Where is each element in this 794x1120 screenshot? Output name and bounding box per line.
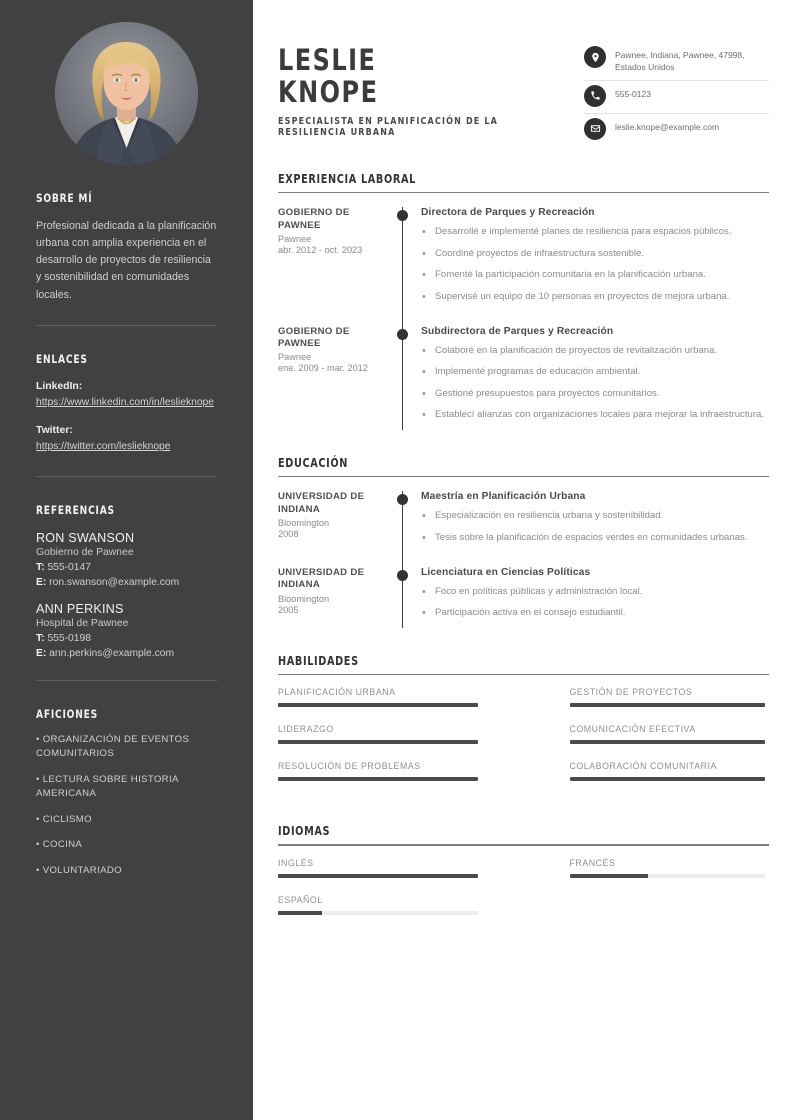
experience-section — [278, 172, 769, 430]
links-section — [36, 352, 217, 455]
timeline — [391, 326, 417, 430]
link-url-twitter[interactable]: https://twitter.com/leslieknope — [36, 441, 171, 453]
skill-item — [278, 687, 524, 707]
entry-org: GOBIERNO DE PAWNEE — [278, 207, 350, 231]
email-label: E: — [36, 647, 47, 659]
skill-fill — [570, 703, 766, 707]
language-label: ESPAÑOL — [278, 894, 323, 905]
main-content — [253, 0, 794, 1120]
timeline — [391, 491, 417, 552]
entry-bullets — [421, 509, 769, 545]
entry-meta — [278, 491, 391, 552]
timeline-line — [402, 326, 403, 430]
entry-org: UNIVERSIDAD DE INDIANA — [278, 566, 365, 591]
skill-fill — [278, 777, 478, 781]
hobby-item: • VOLUNTARIADO — [36, 865, 122, 877]
entry-place: Bloomington — [278, 593, 330, 604]
link-label: LinkedIn: — [36, 380, 83, 392]
language-fill — [278, 874, 478, 878]
reference-phone — [36, 562, 217, 573]
section-rule — [278, 844, 769, 846]
timeline-dot — [397, 494, 408, 505]
skills-section — [278, 654, 769, 799]
hobbies-heading: AFICIONES — [36, 706, 98, 721]
bullet-item: • Implementé programas de educación ambiental. — [421, 365, 769, 380]
language-item — [278, 895, 524, 915]
language-track — [570, 874, 766, 878]
entry-bullets — [421, 225, 769, 304]
skill-track — [570, 777, 766, 781]
about-text: Profesional dedicada a la planificación urbana con amplia experiencia en el desarrollo de proyectos de resiliencia y sostenibilidad en comunidades locales. — [36, 220, 217, 301]
hobbies-section — [36, 707, 217, 878]
reference-email — [36, 577, 217, 588]
email-value: ann.perkins@example.com — [49, 647, 175, 659]
email-value: ron.swanson@example.com — [49, 576, 180, 588]
timeline — [391, 567, 417, 628]
experience-entry — [278, 193, 769, 311]
bullet-item: • Establecí alianzas con organizaciones locales para mejorar la infraestructura. — [421, 408, 769, 423]
profile-photo-illustration — [55, 22, 198, 165]
phone-value: 555-0198 — [47, 632, 91, 644]
contact-block — [584, 38, 769, 146]
contact-row-email — [584, 114, 769, 146]
last-name: KNOPE — [278, 75, 379, 110]
skill-item — [524, 687, 770, 707]
location-pin-icon — [584, 46, 606, 68]
skills-grid — [278, 687, 769, 798]
entry-role: Directora de Parques y Recreación — [421, 207, 595, 219]
education-entry — [278, 553, 769, 628]
contact-row-address — [584, 42, 769, 81]
reference-name: RON SWANSON — [36, 530, 135, 545]
bullet-item: • Fomenté la participación comunitaria en la planificación urbana. — [421, 268, 769, 283]
divider — [36, 476, 217, 477]
education-heading: EDUCACIÓN — [278, 455, 349, 470]
skill-label: GESTIÓN DE PROYECTOS — [569, 687, 693, 698]
language-item — [524, 858, 770, 878]
language-item — [278, 858, 524, 878]
hobby-item: • LECTURA SOBRE HISTORIA AMERICANA — [36, 773, 179, 799]
photo-container — [36, 0, 217, 165]
entry-place: Pawnee — [278, 352, 312, 363]
divider — [36, 680, 217, 681]
skill-label: RESOLUCIÓN DE PROBLEMAS — [278, 761, 421, 772]
skill-label: LIDERAZGO — [278, 724, 334, 735]
timeline-dot — [397, 570, 408, 581]
timeline-line — [402, 207, 403, 325]
resume-header — [278, 38, 769, 146]
references-section — [36, 503, 217, 659]
bullet-item: • Supervisé un equipo de 10 personas en proyectos de mejora urbana. — [421, 290, 769, 305]
skill-item — [278, 761, 524, 781]
language-fill — [570, 874, 648, 878]
skill-item — [524, 761, 770, 781]
reference-phone — [36, 633, 217, 644]
timeline — [391, 207, 417, 311]
phone-text: 555-0123 — [615, 88, 651, 99]
link-item-linkedin — [36, 379, 217, 411]
reference-name: ANN PERKINS — [36, 601, 124, 616]
skill-track — [570, 740, 766, 744]
skill-fill — [570, 777, 766, 781]
skill-fill — [570, 740, 766, 744]
about-section — [36, 191, 217, 304]
skill-label: PLANIFICACIÓN URBANA — [278, 687, 396, 698]
reference-email — [36, 648, 217, 659]
references-heading: REFERENCIAS — [36, 502, 115, 517]
bullet-item: • Gestioné presupuestos para proyectos comunitarios. — [421, 387, 769, 402]
phone-icon — [584, 85, 606, 107]
entry-body — [417, 567, 769, 628]
envelope-icon — [584, 118, 606, 140]
skill-label: COLABORACIÓN COMUNITARIA — [569, 761, 717, 772]
entry-dates: 2005 — [278, 604, 299, 615]
entry-role: Licenciatura en Ciencias Políticas — [421, 566, 591, 578]
entry-dates: 2008 — [278, 529, 299, 540]
entry-org: GOBIERNO DE PAWNEE — [278, 325, 350, 349]
phone-value: 555-0147 — [47, 561, 91, 573]
skill-track — [278, 740, 478, 744]
language-fill — [278, 911, 322, 915]
education-section — [278, 456, 769, 628]
job-title: ESPECIALISTA EN PLANIFICACIÓN DE LA RESILIENCIA URBANA — [278, 115, 499, 138]
languages-heading: IDIOMAS — [278, 824, 331, 839]
reference-item — [36, 602, 217, 659]
entry-meta — [278, 567, 391, 628]
entry-bullets — [421, 344, 769, 423]
avatar — [55, 22, 198, 165]
reference-org: Hospital de Pawnee — [36, 617, 129, 629]
hobby-item: • CICLISMO — [36, 813, 92, 825]
entry-dates: ene. 2009 - mar. 2012 — [278, 363, 368, 374]
timeline-dot — [397, 329, 408, 340]
skills-heading: HABILIDADES — [278, 653, 359, 668]
link-url-linkedin[interactable]: https://www.linkedin.com/in/leslieknope — [36, 397, 214, 409]
skill-track — [278, 777, 478, 781]
link-label: Twitter: — [36, 424, 73, 436]
phone-label: T: — [36, 632, 45, 644]
languages-section — [278, 824, 769, 932]
entry-body — [417, 207, 769, 311]
entry-bullets — [421, 585, 769, 621]
section-rule — [278, 674, 769, 676]
language-track — [278, 874, 478, 878]
entry-meta — [278, 207, 391, 311]
email-label: E: — [36, 576, 47, 588]
entry-place: Pawnee — [278, 234, 312, 245]
bullet-item: • Coordiné proyectos de infraestructura sostenible. — [421, 247, 769, 262]
bullet-item: • Desarrollé e implementé planes de resiliencia para espacios públicos. — [421, 225, 769, 240]
entry-body — [417, 491, 769, 552]
entry-role: Subdirectora de Parques y Recreación — [421, 325, 614, 337]
bullet-item: • Participación activa en el consejo estudiantil. — [421, 606, 769, 621]
experience-heading: EXPERIENCIA LABORAL — [278, 171, 416, 186]
skill-fill — [278, 740, 478, 744]
email-text: leslie.knope@example.com — [615, 121, 720, 132]
link-item-twitter — [36, 423, 217, 455]
skill-label: COMUNICACIÓN EFECTIVA — [569, 724, 696, 735]
skill-track — [570, 703, 766, 707]
sidebar — [0, 0, 253, 1120]
links-heading: ENLACES — [36, 351, 88, 366]
first-name: LESLIE — [278, 43, 377, 77]
hobby-item: • COCINA — [36, 839, 83, 851]
divider — [36, 325, 217, 326]
entry-org: UNIVERSIDAD DE INDIANA — [278, 491, 365, 515]
name-block — [278, 38, 584, 138]
bullet-item: • Especialización en resiliencia urbana y sostenibilidad. — [421, 509, 769, 524]
entry-role: Maestría en Planificación Urbana — [421, 491, 586, 503]
language-label: INGLÉS — [278, 857, 314, 868]
timeline-dot — [397, 210, 408, 221]
experience-entry — [278, 312, 769, 430]
skill-item — [524, 724, 770, 744]
reference-org: Gobierno de Pawnee — [36, 546, 134, 558]
phone-label: T: — [36, 561, 45, 573]
language-track — [278, 911, 478, 915]
hobby-item: • ORGANIZACIÓN DE EVENTOS COMUNITARIOS — [36, 733, 190, 759]
address-text: Pawnee, Indiana, Pawnee, 47998, Estados Unidos — [615, 50, 745, 73]
about-heading: SOBRE MÍ — [36, 191, 93, 205]
reference-item — [36, 531, 217, 588]
languages-grid — [278, 858, 769, 932]
contact-row-phone — [584, 81, 769, 114]
bullet-item: • Foco en políticas públicas y administración local. — [421, 585, 769, 600]
skill-item — [278, 724, 524, 744]
skill-fill — [278, 703, 478, 707]
education-entry — [278, 477, 769, 552]
entry-meta — [278, 326, 391, 430]
language-label: FRANCÉS — [569, 857, 616, 868]
skill-track — [278, 703, 478, 707]
bullet-item: • Colaboré en la planificación de proyectos de revitalización urbana. — [421, 344, 769, 359]
entry-body — [417, 326, 769, 430]
bullet-item: • Tesis sobre la planificación de espacios verdes en comunidades urbanas. — [421, 531, 769, 546]
entry-dates: abr. 2012 - oct. 2023 — [278, 245, 363, 256]
entry-place: Bloomington — [278, 518, 330, 529]
